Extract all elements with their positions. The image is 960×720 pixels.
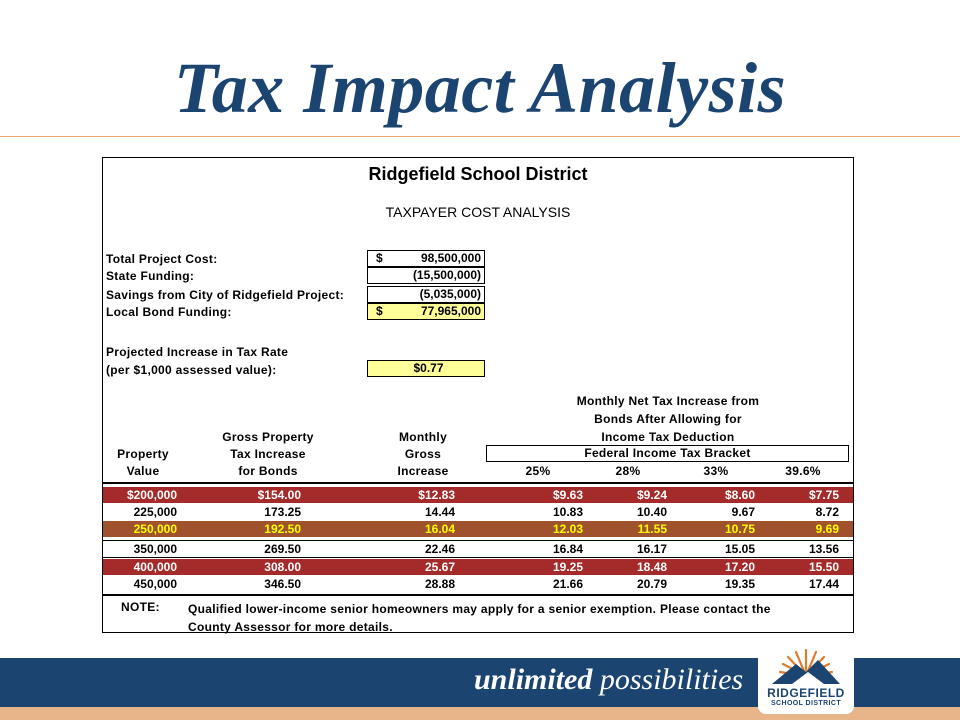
cell-bracket-25: 10.83 [552,505,583,519]
cell-bracket-28: 16.17 [636,542,667,556]
table-bottom-divider [103,594,853,596]
currency-symbol: $ [376,251,383,265]
gross-prop-header-1: Gross Property [222,430,314,444]
net-header-line3: Income Tax Deduction [601,430,735,444]
city-savings-label: Savings from City of Ridgefield Project: [106,288,345,302]
cell-property-value: 400,000 [133,560,177,574]
net-header-line1: Monthly Net Tax Increase from [576,394,760,408]
cell-gross-tax: 173.25 [264,505,301,519]
cell-bracket-396: 15.50 [808,560,839,574]
cell-bracket-33: 17.20 [724,560,755,574]
cell-gross-tax: 346.50 [264,577,301,591]
local-bond-label: Local Bond Funding: [106,305,232,319]
tax-rate-value: $0.77 [367,360,485,377]
cell-property-value: $200,000 [126,488,177,502]
cell-monthly-gross: $12.83 [418,488,455,502]
cell-monthly-gross: 25.67 [424,560,455,574]
bracket-33-header: 33% [703,464,729,478]
cell-bracket-396: $7.75 [808,488,839,502]
cell-bracket-33: 9.67 [731,505,755,519]
table-row [103,540,853,558]
local-bond-value [367,303,485,320]
note-label: NOTE: [121,600,160,614]
monthly-header-3: Increase [397,464,449,478]
table-row [103,576,853,592]
district-name: Ridgefield School District [368,164,588,184]
cell-bracket-25: 16.84 [552,542,583,556]
cell-bracket-28: $9.24 [636,488,667,502]
city-savings-value [367,286,485,303]
cell-monthly-gross: 22.46 [424,542,455,556]
rate-label-line1: Projected Increase in Tax Rate [106,345,289,359]
cell-property-value: 225,000 [133,505,177,519]
cell-monthly-gross: 28.88 [424,577,455,591]
district-logo [758,642,854,714]
cell-property-value: 350,000 [133,542,177,556]
table-row [103,559,853,575]
table-row [103,521,853,537]
cell-bracket-33: 10.75 [724,522,755,536]
monthly-header-1: Monthly [398,430,448,444]
gross-prop-header-2: Tax Increase [230,447,306,461]
state-funding-value [367,267,485,284]
property-header-2: Value [126,464,160,478]
total-cost-label: Total Project Cost: [106,252,218,266]
sunburst-mountain-icon [758,642,854,686]
cell-bracket-25: $9.63 [552,488,583,502]
bracket-25-header: 25% [525,464,551,478]
gross-prop-header-3: for Bonds [238,464,298,478]
amount: 77,965,000 [420,304,481,318]
cell-bracket-33: 19.35 [724,577,755,591]
tagline-rest: possibilities [599,663,744,696]
cell-bracket-396: 13.56 [808,542,839,556]
cell-bracket-33: $8.60 [724,488,755,502]
rate-label-line2: (per $1,000 assessed value): [106,363,277,377]
tagline [474,660,743,700]
tagline-bold: unlimited [474,663,593,696]
cell-bracket-396: 9.69 [815,522,839,536]
cell-bracket-28: 18.48 [636,560,667,574]
cell-bracket-28: 20.79 [636,577,667,591]
bracket-header: Federal Income Tax Bracket [486,445,849,462]
bracket-396-header: 39.6% [785,464,821,478]
slide-title: Tax Impact Analysis [173,48,787,128]
total-cost-value [367,250,485,267]
amount: 98,500,000 [420,251,481,265]
logo-subtitle: SCHOOL DISTRICT [770,700,842,707]
state-funding-label: State Funding: [106,269,195,283]
cell-bracket-33: 15.05 [724,542,755,556]
note-text: Qualified lower-income senior homeowners may apply for a senior exemption. Please contact the County Assessor for more details. [188,602,771,634]
cell-monthly-gross: 14.44 [424,505,455,519]
table-row [103,487,853,503]
table-row [103,504,853,520]
monthly-header-2: Gross [404,447,442,461]
cell-gross-tax: 192.50 [264,522,301,536]
cell-monthly-gross: 16.04 [424,522,455,536]
cell-property-value: 450,000 [133,577,177,591]
cell-property-value: 250,000 [133,522,177,536]
amount: (15,500,000) [412,268,481,282]
cell-bracket-25: 21.66 [552,577,583,591]
bracket-28-header: 28% [615,464,641,478]
sheet-subtitle: TAXPAYER COST ANALYSIS [385,204,571,220]
cell-bracket-396: 17.44 [808,577,839,591]
title-divider [0,136,960,137]
cell-gross-tax: $154.00 [257,488,301,502]
amount: (5,035,000) [419,287,481,301]
table-top-divider [103,482,853,484]
cell-bracket-25: 19.25 [552,560,583,574]
cell-bracket-28: 10.40 [636,505,667,519]
tax-analysis-sheet [102,157,854,633]
cell-bracket-28: 11.55 [637,522,667,536]
cell-bracket-396: 8.72 [815,505,839,519]
property-header-1: Property [117,447,169,461]
cell-bracket-25: 12.03 [552,522,583,536]
cell-gross-tax: 308.00 [264,560,301,574]
net-header-line2: Bonds After Allowing for [594,412,742,426]
currency-symbol: $ [376,304,383,318]
logo-name: RIDGEFIELD [767,686,845,700]
cell-gross-tax: 269.50 [264,542,301,556]
